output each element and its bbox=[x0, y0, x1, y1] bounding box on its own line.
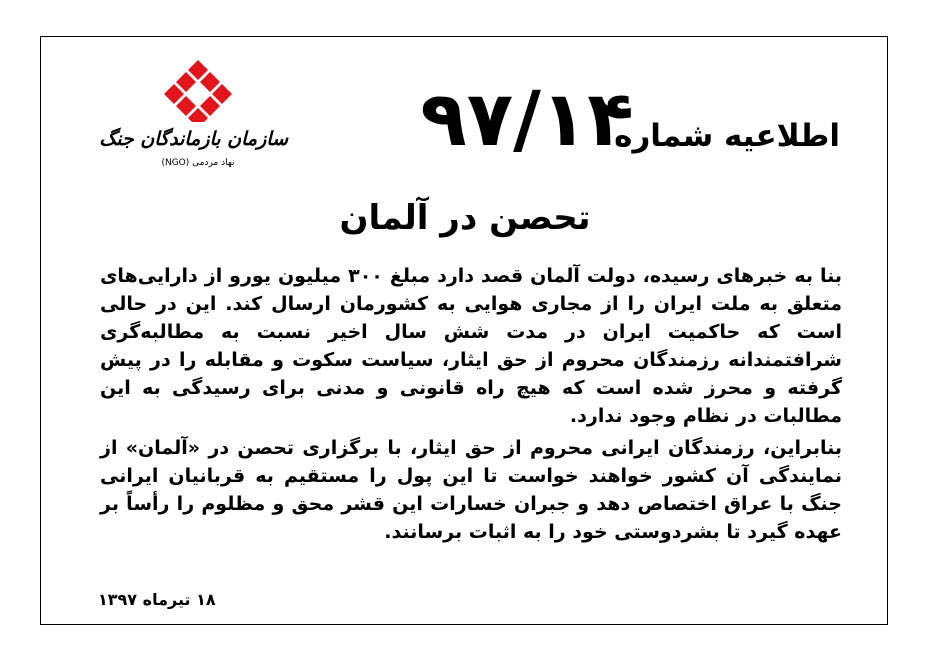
body-paragraph: بنابراین، رزمندگان ایرانی محروم از حق ایثار، با برگزاری تحصن در «آلمان» از نمایندگی آن کشور خواهند خواست تا این پول را مستقیم به قربانیان ایرانی جنگ با عراق اختصاص دهد و جبران خسارات این قشر محق و مظلوم را رأساً بر عهده گیرد تا بشردوستی خود را به اثبات برسانند. bbox=[100, 437, 842, 543]
announcement-title: تحصن در آلمان bbox=[339, 198, 591, 238]
organization-name: سازمان بازماندگان جنگ bbox=[99, 128, 288, 150]
organization-subtitle: نهاد مردمی (NGO) bbox=[161, 158, 235, 168]
body-paragraph: بنا به خبرهای رسیده، دولت آلمان قصد دارد مبلغ ۳۰۰ میلیون یورو از دارایی‌های متعلق به ملت ایران را از مجاری هوایی به کشورمان ارسال کند. این در حالی است که حاکمیت ایران در مدت شش سال اخیر نسبت به مطالبه‌گری شرافتمندانه رزمندگان محروم از حق ایثار، سیاست سکوت و مقابله را در پیش گرفته و محرز شده است که هیچ راه قانونی و مدنی برای رسیدگی به این مطالبات در نظام وجود ندارد. bbox=[100, 265, 842, 427]
organization-logo bbox=[99, 60, 288, 190]
diamond-logo-icon bbox=[162, 60, 234, 122]
announcement-label: اطلاعیه شماره bbox=[614, 118, 840, 154]
announcement-date: ۱۸ تیرماه ۱۳۹۷ bbox=[98, 590, 216, 609]
announcement-body bbox=[100, 262, 842, 550]
announcement-number: ۹۷/۱۴ bbox=[420, 74, 634, 163]
